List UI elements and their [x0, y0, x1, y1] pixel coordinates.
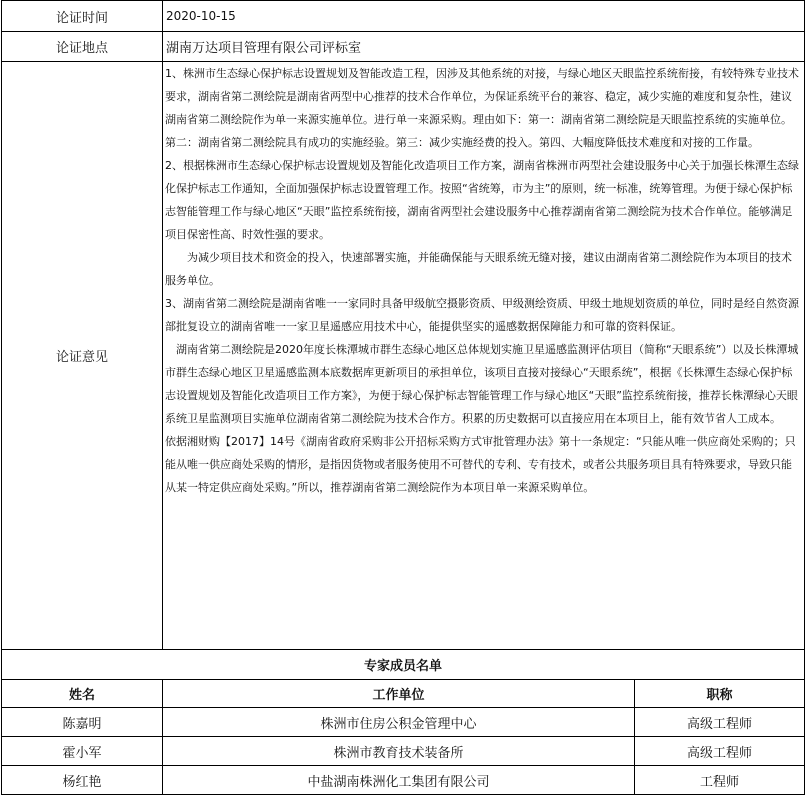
opinion-paragraph-1: 1、株洲市生态绿心保护标志设置规划及智能改造工程，因涉及其他系统的对接，与绿心地区天眼监控系统衔接，有较特殊专业技术要求，湖南省第二测绘院是湖南省两型中心推荐的技术合作单位，为保证系统平台的兼容、稳定，减少实施的难度和复杂性，建议湖南省第二测绘院作为单一来源实施单位。进行单一来源采购。理由如下：第一：湖南省第二测绘院是天眼监控系统的实施单位。第二：湖南省第二测绘院具有成功的实施经验。第三：减少实施经费的投入。第四、大幅度降低技术难度和对接的工作量。: [165, 67, 799, 149]
review-time-value: 2020-10-15: [163, 1, 805, 32]
header-title: 职称: [635, 680, 805, 708]
review-opinion-label: 论证意见: [2, 62, 163, 650]
expert-review-table: [1, 0, 805, 795]
expert-name: 陈嘉明: [2, 708, 163, 737]
header-unit: 工作单位: [163, 680, 635, 708]
opinion-paragraph-2: 2、根据株洲市生态绿心保护标志设置规划及智能化改造项目工作方案，湖南省株洲市两型社会建设服务中心关于加强长株潭生态绿化保护标志工作通知，全面加强保护标志设置管理工作。按照“省统筹，市为主”的原则，统一标准，统筹管理。为便于绿心保护标志智能管理工作与绿心地区“天眼”监控系统衔接，湖南省两型社会建设服务中心推荐湖南省第二测绘院为技术合作单位。能够满足项目保密性高、时效性强的要求。: [165, 159, 799, 241]
expert-unit: 株洲市住房公积金管理中心: [163, 708, 635, 737]
review-opinion-content: [163, 62, 805, 650]
review-time-label: 论证时间: [2, 1, 163, 32]
expert-title: 高级工程师: [635, 708, 805, 737]
opinion-paragraph-4: 3、湖南省第二测绘院是湖南省唯一一家同时具备甲级航空摄影资质、甲级测绘资质、甲级土地规划资质的单位，同时是经自然资源部批复设立的湖南省唯一一家卫星遥感应用技术中心，能提供坚实的遥感数据保障能力和可靠的资料保证。: [165, 297, 799, 333]
expert-title: 工程师: [635, 766, 805, 795]
expert-name: 杨红艳: [2, 766, 163, 795]
review-place-value: 湖南万达项目管理有限公司评标室: [163, 32, 805, 62]
expert-title: 高级工程师: [635, 737, 805, 766]
header-name: 姓名: [2, 680, 163, 708]
expert-list-title: 专家成员名单: [2, 650, 805, 680]
table-row: [2, 708, 805, 737]
expert-name: 霍小军: [2, 737, 163, 766]
review-place-label: 论证地点: [2, 32, 163, 62]
table-row: [2, 737, 805, 766]
opinion-paragraph-6: 依据湘财购【2017】14号《湖南省政府采购非公开招标采购方式审批管理办法》第十一条规定：“只能从唯一供应商处采购的；只能从唯一供应商处采购的情形，是指因货物或者服务使用不可替代的专利、专有技术，或者公共服务项目具有特殊要求，导致只能从某一特定供应商处采购。”所以，推荐湖南省第二测绘院作为本项目单一来源采购单位。: [165, 435, 796, 494]
opinion-paragraph-3: 为减少项目技术和资金的投入，快速部署实施，并能确保能与天眼系统无缝对接，建议由湖南省第二测绘院作为本项目的技术服务单位。: [165, 251, 792, 287]
table-row: [2, 766, 805, 795]
opinion-paragraph-5: 湖南省第二测绘院是2020年度长株潭城市群生态绿心地区总体规划实施卫星遥感监测评估项目（简称“天眼系统”）以及长株潭城市群生态绿心地区卫星遥感监测本底数据库更新项目的承担单位，该项目直接对接绿心“天眼系统”，根据《长株潭生态绿心保护标志设置规划及智能化改造项目工作方案》，为便于绿心保护标志智能管理工作与绿心地区“天眼”监控系统衔接，推荐长株潭绿心天眼系统卫星监测项目实施单位湖南省第二测绘院为技术合作方。积累的历史数据可以直接应用在本项目上，能有效节省人工成本。: [165, 343, 799, 425]
expert-unit: 株洲市教育技术装备所: [163, 737, 635, 766]
expert-unit: 中盐湖南株洲化工集团有限公司: [163, 766, 635, 795]
